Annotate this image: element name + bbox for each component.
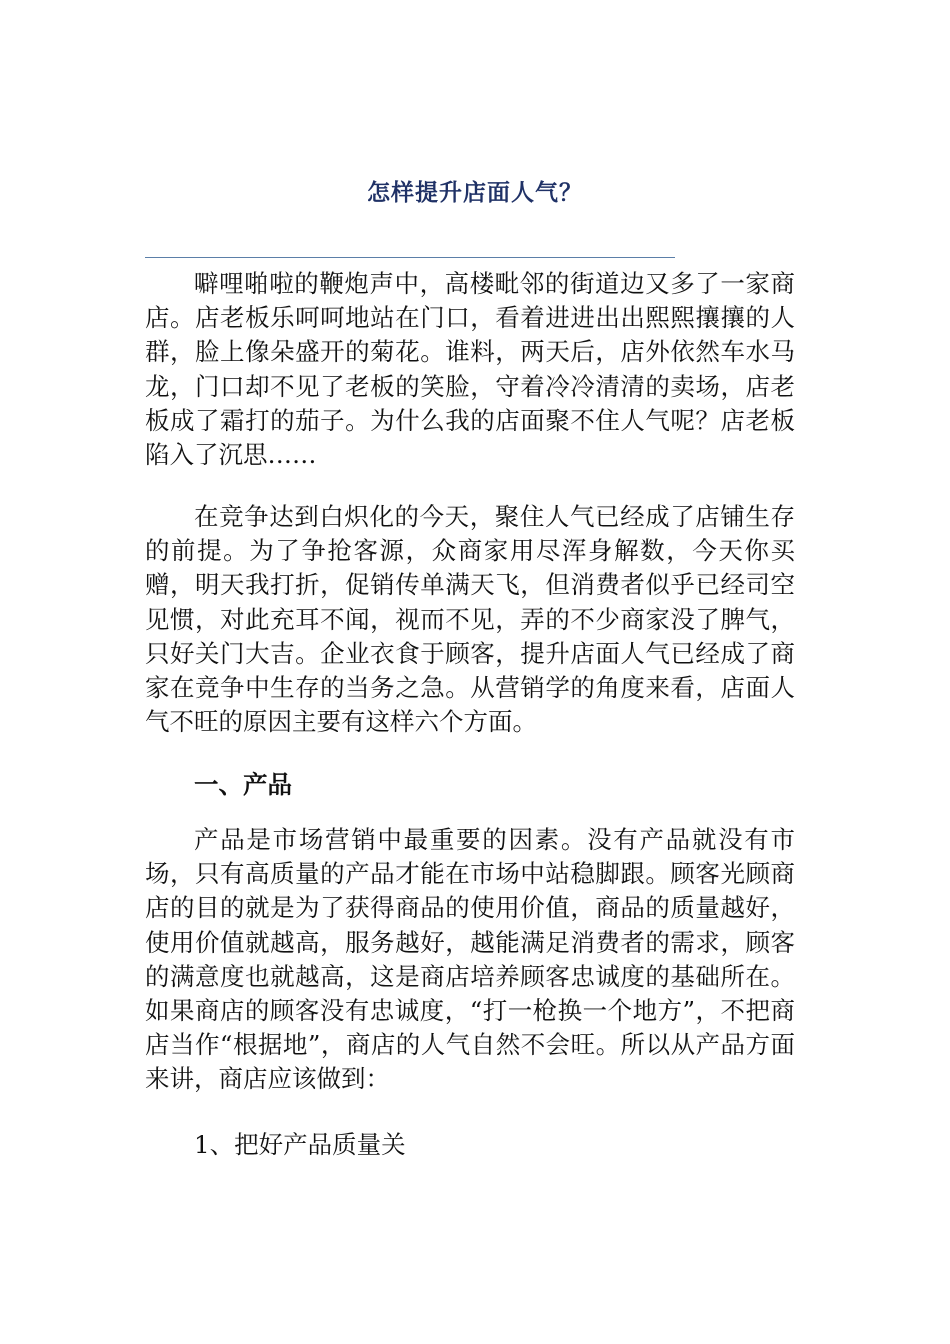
intro-paragraph-1-block (145, 267, 795, 472)
title-divider (145, 257, 675, 258)
intro-paragraph-1: 噼哩啪啦的鞭炮声中，高楼毗邻的街道边又多了一家商店。店老板乐呵呵地站在门口，看着进进出出熙熙攘攘的人群，脸上像朵盛开的菊花。谁料，两天后，店外依然车水马龙，门口却不见了老板的笑脸，守着冷冷清清的卖场，店老板成了霜打的茄子。为什么我的店面聚不住人气呢？店老板陷入了沉思…… (145, 269, 795, 470)
subheading-quality: 1、把好产品质量关 (194, 1130, 406, 1159)
product-paragraph-block (145, 823, 795, 1097)
intro-paragraph-2: 在竞争达到白炽化的今天，聚住人气已经成了店铺生存的前提。为了争抢客源，众商家用尽浑身解数，今天你买赠，明天我打折，促销传单满天飞，但消费者似乎已经司空见惯，对此充耳不闻，视而不见，弄的不少商家没了脾气，只好关门大吉。企业衣食于顾客，提升店面人气已经成了商家在竞争中生存的当务之急。从营销学的角度来看，店面人气不旺的原因主要有这样六个方面。 (145, 502, 795, 737)
intro-paragraph-2-block (145, 500, 795, 739)
document-title: 怎样提升店面人气？ (367, 179, 583, 206)
product-paragraph: 产品是市场营销中最重要的因素。没有产品就没有市场，只有高质量的产品才能在市场中站稳脚跟。顾客光顾商店的目的就是为了获得商品的使用价值，商品的质量越好，使用价值就越高，服务越好，越能满足消费者的需求，顾客的满意度也就越高，这是商店培养顾客忠诚度的基础所在。如果商店的顾客没有忠诚度，“打一枪换一个地方”，不把商店当作“根据地”，商店的人气自然不会旺。所以从产品方面来讲，商店应该做到： (145, 825, 795, 1094)
section-heading-product: 一、产品 (194, 770, 292, 799)
